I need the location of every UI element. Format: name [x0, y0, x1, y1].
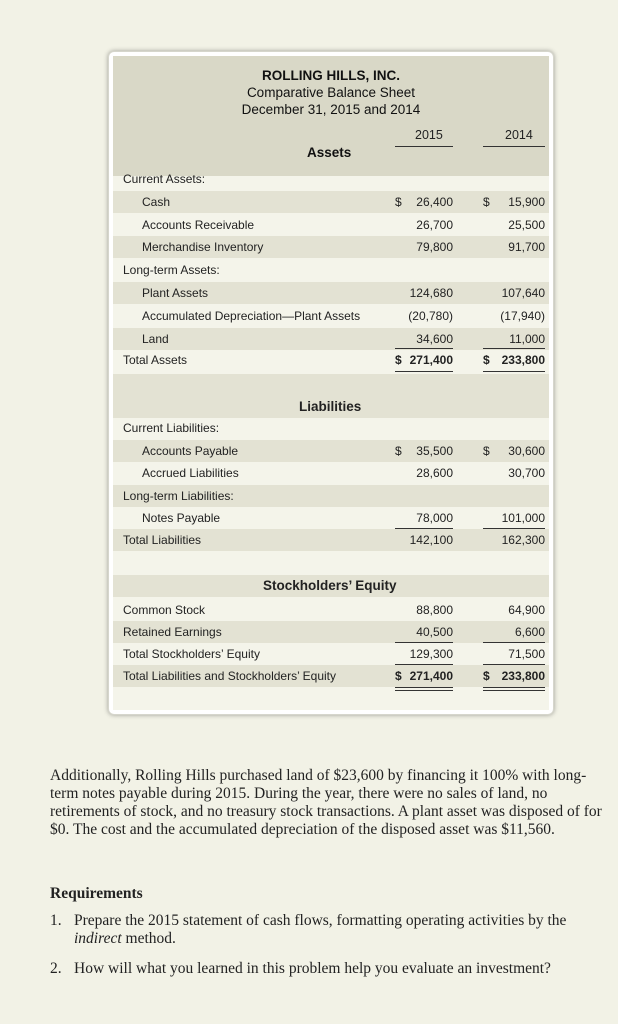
accrued-row	[113, 462, 549, 484]
plant-row	[113, 282, 549, 304]
requirement-1-part-a: Prepare the 2015 statement of cash flows, formatting operating activities by the	[74, 912, 567, 929]
grand-total-2014: 233,800	[501, 669, 545, 683]
notes-row	[113, 507, 549, 529]
ar-row	[113, 214, 549, 236]
total-liabilities-2014: 162,300	[501, 533, 545, 547]
inventory-2015: 79,800	[416, 240, 453, 254]
longterm-liabilities-label: Long-term Liabilities:	[123, 489, 234, 503]
total-double-rule	[483, 687, 545, 691]
requirements-title: Requirements	[50, 885, 143, 902]
total-equity-2014: 71,500	[508, 647, 545, 661]
retained-earnings-2014: 6,600	[514, 625, 545, 639]
requirement-1-text	[74, 912, 604, 948]
longterm-assets-row	[113, 259, 549, 281]
retained-earnings-row	[113, 621, 549, 643]
land-2014: 11,000	[509, 332, 545, 346]
total-assets-2015: 271,400	[409, 353, 453, 367]
common-stock-label: Common Stock	[123, 603, 206, 617]
equity-heading: Stockholders’ Equity	[263, 578, 397, 593]
common-stock-2015: 88,800	[416, 603, 453, 617]
currency-sign: $	[483, 353, 490, 367]
ap-2014: 30,600	[508, 444, 545, 458]
currency-sign: $	[483, 195, 490, 209]
cash-row	[113, 191, 549, 213]
ap-row	[113, 440, 549, 462]
plant-2015: 124,680	[409, 286, 453, 300]
currency-sign: $	[483, 669, 490, 683]
currency-sign: $	[395, 195, 402, 209]
company-name: ROLLING HILLS, INC.	[262, 68, 400, 83]
ar-label: Accounts Receivable	[142, 218, 255, 232]
current-assets-row	[113, 168, 549, 190]
year-header-2014: 2014	[505, 128, 533, 142]
equity-heading-row	[113, 575, 549, 597]
currency-sign: $	[395, 353, 402, 367]
accrued-label: Accrued Liabilities	[142, 466, 239, 480]
total-equity-2015: 129,300	[409, 647, 453, 661]
statement-date: December 31, 2015 and 2014	[241, 102, 421, 117]
ap-2015: 35,500	[416, 444, 453, 458]
ar-2014: 25,500	[508, 218, 545, 232]
inventory-2014: 91,700	[508, 240, 545, 254]
cash-2015: 26,400	[416, 195, 453, 209]
requirement-2-text: How will what you learned in this problem help you evaluate an investment?	[74, 960, 551, 977]
requirement-1-number: 1.	[50, 912, 62, 929]
accum-dep-row	[113, 305, 549, 327]
notes-2014: 101,000	[501, 511, 545, 525]
cash-2014: 15,900	[508, 195, 545, 209]
assets-heading: Assets	[307, 145, 352, 160]
current-liabilities-label: Current Liabilities:	[123, 421, 220, 435]
year-header-2015: 2015	[415, 128, 443, 142]
total-liabilities-row	[113, 529, 549, 551]
land-2015: 34,600	[416, 332, 453, 346]
notes-2015: 78,000	[416, 511, 453, 525]
cash-label: Cash	[142, 195, 171, 209]
currency-sign: $	[483, 444, 490, 458]
longterm-liabilities-row	[113, 485, 549, 507]
balance-sheet-body	[113, 56, 549, 710]
retained-earnings-2015: 40,500	[416, 625, 453, 639]
total-double-rule	[395, 687, 453, 691]
total-equity-row	[113, 643, 549, 665]
total-liabilities-label: Total Liabilities	[123, 533, 202, 547]
common-stock-2014: 64,900	[508, 603, 545, 617]
ar-2015: 26,700	[416, 218, 453, 232]
grand-total-2015: 271,400	[409, 669, 453, 683]
land-label: Land	[142, 332, 169, 346]
currency-sign: $	[395, 444, 402, 458]
accrued-2015: 28,600	[416, 466, 453, 480]
current-assets-label: Current Assets:	[123, 172, 206, 186]
accum-dep-2015: (20,780)	[408, 309, 453, 323]
additional-info-paragraph: Additionally, Rolling Hills purchased land of $23,600 by financing it 100% with long-term notes payable during 2015. During the year, there were no sales of land, no retirements of stock, and no treasury stock transactions. A plant asset was disposed of for $0. The cost and the accumulated depreciation of the disposed asset was $11,560.	[50, 767, 602, 838]
plant-label: Plant Assets	[142, 286, 209, 300]
current-liabilities-row	[113, 417, 549, 439]
spacer-row	[113, 552, 549, 574]
requirement-1-emphasis: indirect	[74, 930, 122, 947]
ap-label: Accounts Payable	[142, 444, 239, 458]
land-row	[113, 328, 549, 350]
grand-total-row	[113, 665, 549, 687]
inventory-row	[113, 236, 549, 258]
retained-earnings-label: Retained Earnings	[123, 625, 222, 639]
accum-dep-label: Accumulated Depreciation—Plant Assets	[142, 309, 361, 323]
accrued-2014: 30,700	[508, 466, 545, 480]
requirement-2-number: 2.	[50, 960, 62, 977]
currency-sign: $	[395, 669, 402, 683]
accum-dep-2014: (17,940)	[500, 309, 545, 323]
common-stock-row	[113, 599, 549, 621]
balance-sheet-header	[113, 56, 549, 176]
notes-label: Notes Payable	[142, 511, 221, 525]
spacer-row	[113, 374, 549, 396]
total-assets-2014: 233,800	[501, 353, 545, 367]
total-liabilities-2015: 142,100	[409, 533, 453, 547]
inventory-label: Merchandise Inventory	[142, 240, 264, 254]
longterm-assets-label: Long-term Assets:	[123, 263, 220, 277]
statement-title: Comparative Balance Sheet	[246, 85, 416, 100]
total-assets-row	[113, 349, 549, 371]
grand-total-label: Total Liabilities and Stockholders’ Equity	[123, 669, 337, 683]
plant-2014: 107,640	[501, 286, 545, 300]
liabilities-heading: Liabilities	[299, 399, 362, 414]
total-assets-label: Total Assets	[123, 353, 188, 367]
requirement-1-part-b: method.	[125, 930, 176, 947]
liabilities-heading-row	[113, 396, 549, 418]
total-equity-label: Total Stockholders’ Equity	[123, 647, 260, 661]
balance-sheet-card	[108, 51, 554, 715]
